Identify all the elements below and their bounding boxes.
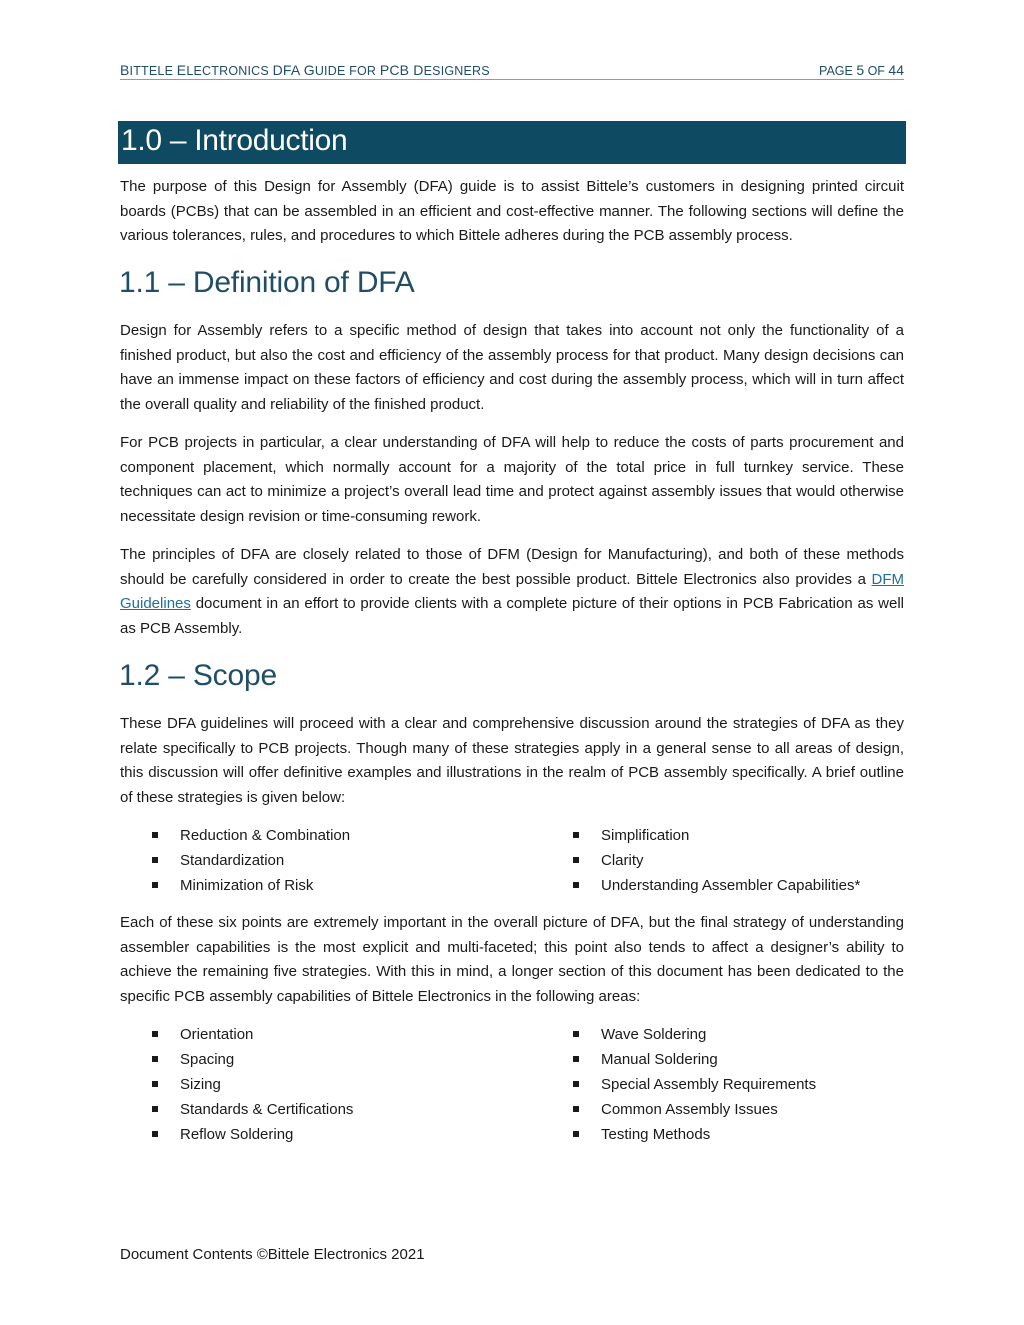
bullet-square-icon [573,1106,579,1112]
page-current: 5 [856,62,865,78]
intro-paragraph: The purpose of this Design for Assembly (DFA) guide is to assist Bittele’s customers in designing printed circuit boards (PCBs) that can be assembled in an efficient and cost-effective manner. The following sections will define the various tolerances, rules, and procedures to which Bittele adheres during the PCB assembly process. [120,178,904,245]
title-cap: DFA G [272,62,315,78]
bullet-square-icon [152,857,158,863]
bullet-square-icon [152,1056,158,1062]
page-number [819,62,904,78]
list-item-label: Simplification [601,827,690,844]
document-title [120,62,490,78]
bullet-square-icon [152,882,158,888]
list-item-label: Sizing [180,1076,221,1093]
section-title-introduction: 1.0 – Introduction [121,124,348,157]
bullet-square-icon [573,857,579,863]
list-item-label: Reflow Soldering [180,1126,294,1143]
list-item-label: Reduction & Combination [180,827,351,844]
list-item-label: Wave Soldering [601,1026,707,1043]
page-footer: Document Contents ©Bittele Electronics 2021 [120,1246,425,1263]
list-item-label: Orientation [180,1026,254,1043]
scope-paragraph-1: These DFA guidelines will proceed with a clear and comprehensive discussion around the strategies of DFA as they relate specifically to PCB projects. Though many of these strategies apply in a general sense to all areas of design, this discussion will offer definitive examples and illustrations in the realm of PCB assembly specifically. A brief outline of these strategies is given below: [120,715,904,806]
definition-paragraph-3 [120,543,904,641]
bullet-square-icon [573,832,579,838]
dfm-guidelines-link[interactable]: DFM Guidelines [120,570,904,613]
title-small: UIDE FOR [314,64,380,78]
list-item-label: Standardization [180,852,285,869]
list-item-label: Standards & Certifications [180,1101,354,1118]
title-cap: B [120,62,130,78]
section-heading-bar [118,121,906,164]
list-item-label: Spacing [180,1051,235,1068]
list-item-label: Understanding Assembler Capabilities* [601,877,861,894]
title-cap: PCB D [379,62,424,78]
bullet-square-icon [573,1056,579,1062]
bullet-square-icon [152,1106,158,1112]
list-item-label: Common Assembly Issues [601,1101,778,1118]
list-item-label: Special Assembly Requirements [601,1076,817,1093]
list-item-label: Testing Methods [601,1126,711,1143]
list-item-label: Clarity [601,852,644,869]
section-title-scope: 1.2 – Scope [119,659,277,692]
page-label: PAGE [819,64,857,78]
bullet-square-icon [152,1131,158,1137]
page-total: 44 [888,62,904,78]
title-small: LECTRONICS [186,64,273,78]
bullet-square-icon [573,1031,579,1037]
definition-paragraph-2: For PCB projects in particular, a clear understanding of DFA will help to reduce the costs of parts procurement and component placement, which normally account for a majority of the total price in full turnkey service. These techniques can act to minimize a project’s overall lead time and protect against assembly issues that would otherwise necessitate design revision or time-consuming rework. [120,434,904,525]
bullet-square-icon [573,1131,579,1137]
section-title-definition: 1.1 – Definition of DFA [119,266,415,299]
list-item-label: Minimization of Risk [180,877,314,894]
definition-paragraph-1: Design for Assembly refers to a specific method of design that takes into account not only the functionality of a finished product, but also the cost and efficiency of the assembly process for that product. Many design decisions can have an immense impact on these factors of efficiency and cost during the assembly process, which will in turn affect the overall quality and reliability of the finished product. [120,322,904,413]
title-small: ESIGNERS [423,64,490,78]
paragraph-text: The principles of DFA are closely related to those of DFM (Design for Manufacturing), and both of these methods should be carefully considered in order to create the best possible product. Bittele Electronics also provides a [120,546,904,588]
list-item-label: Manual Soldering [601,1051,718,1068]
paragraph-text: document in an effort to provide clients with a complete picture of their options in PCB Fabrication as well as PCB Assembly. [120,595,904,637]
scope-paragraph-2: Each of these six points are extremely important in the overall picture of DFA, but the final strategy of understanding assembler capabilities is the most explicit and multi-faceted; this point also tends to affect a designer’s ability to achieve the remaining five strategies. With this in mind, a longer section of this document has been dedicated to the specific PCB assembly capabilities of Bittele Electronics in the following areas: [120,914,904,1005]
bullet-square-icon [152,832,158,838]
title-cap: E [176,62,187,78]
bullet-square-icon [573,882,579,888]
bullet-square-icon [573,1081,579,1087]
bullet-square-icon [152,1081,158,1087]
page-header [120,60,904,80]
bullet-square-icon [152,1031,158,1037]
title-small: ITTELE [129,64,177,78]
of-label: OF [864,64,889,78]
